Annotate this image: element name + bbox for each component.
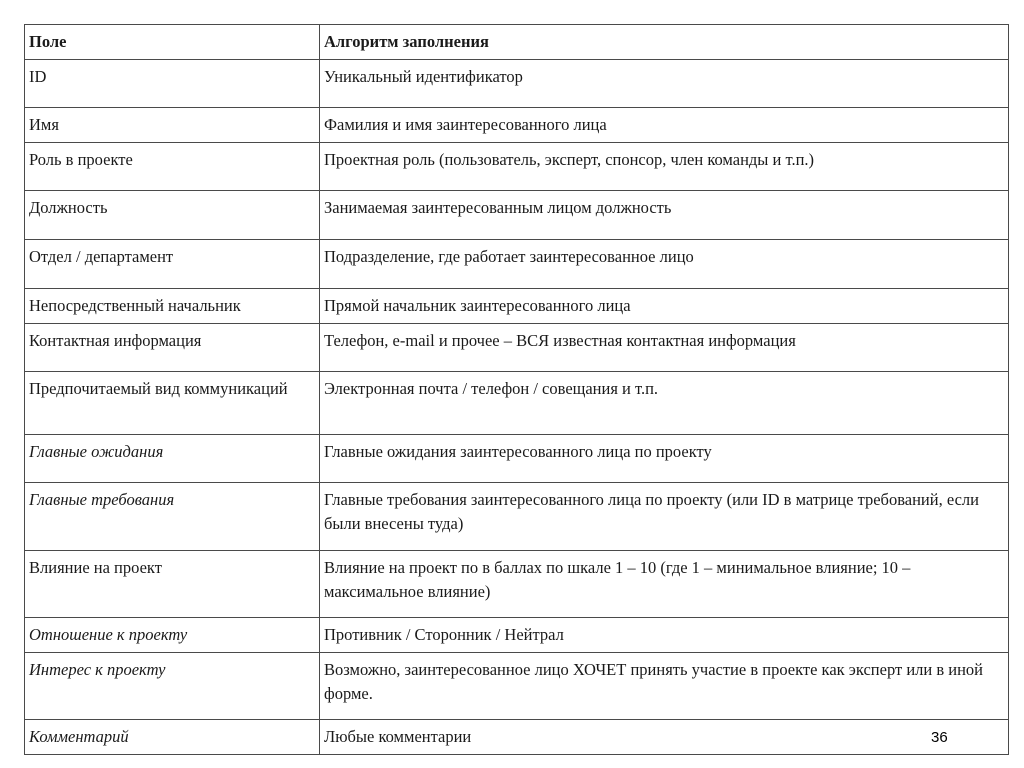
table-row	[25, 143, 1009, 191]
field-cell: Должность	[25, 191, 320, 240]
page-number: 36	[931, 729, 948, 746]
algorithm-cell: Проектная роль (пользователь, эксперт, спонсор, член команды и т.п.)	[320, 143, 1009, 191]
header-algorithm: Алгоритм заполнения	[320, 25, 1009, 60]
table-row	[25, 551, 1009, 618]
table-row	[25, 618, 1009, 653]
table-row	[25, 289, 1009, 324]
algorithm-cell: Телефон, e-mail и прочее – ВСЯ известная контактная информация	[320, 324, 1009, 372]
field-cell: Главные ожидания	[25, 435, 320, 483]
table-row	[25, 653, 1009, 720]
field-cell: ID	[25, 60, 320, 108]
table-row	[25, 435, 1009, 483]
field-cell: Главные требования	[25, 483, 320, 551]
header-field: Поле	[25, 25, 320, 60]
table-row	[25, 483, 1009, 551]
algorithm-cell: Уникальный идентификатор	[320, 60, 1009, 108]
field-cell: Комментарий	[25, 720, 320, 755]
table-row	[25, 240, 1009, 289]
field-cell: Влияние на проект	[25, 551, 320, 618]
table-row	[25, 108, 1009, 143]
field-cell: Роль в проекте	[25, 143, 320, 191]
algorithm-cell: Занимаемая заинтересованным лицом должность	[320, 191, 1009, 240]
field-cell: Отношение к проекту	[25, 618, 320, 653]
table-row	[25, 720, 1009, 755]
algorithm-cell: Любые комментарии	[320, 720, 1009, 755]
algorithm-cell: Главные ожидания заинтересованного лица по проекту	[320, 435, 1009, 483]
table-row	[25, 60, 1009, 108]
table-header-row	[25, 25, 1009, 60]
algorithm-cell: Фамилия и имя заинтересованного лица	[320, 108, 1009, 143]
algorithm-cell: Противник / Сторонник / Нейтрал	[320, 618, 1009, 653]
field-cell: Отдел / департамент	[25, 240, 320, 289]
algorithm-cell: Электронная почта / телефон / совещания и т.п.	[320, 372, 1009, 435]
field-cell: Имя	[25, 108, 320, 143]
field-cell: Предпочитаемый вид коммуникаций	[25, 372, 320, 435]
table-row	[25, 191, 1009, 240]
field-cell: Интерес к проекту	[25, 653, 320, 720]
stakeholder-fields-table	[24, 24, 1009, 755]
table-row	[25, 372, 1009, 435]
algorithm-cell: Прямой начальник заинтересованного лица	[320, 289, 1009, 324]
algorithm-cell: Влияние на проект по в баллах по шкале 1 – 10 (где 1 – минимальное влияние; 10 – максимальное влияние)	[320, 551, 1009, 618]
algorithm-cell: Возможно, заинтересованное лицо ХОЧЕТ принять участие в проекте как эксперт или в иной форме.	[320, 653, 1009, 720]
table-row	[25, 324, 1009, 372]
algorithm-cell: Подразделение, где работает заинтересованное лицо	[320, 240, 1009, 289]
field-cell: Контактная информация	[25, 324, 320, 372]
algorithm-cell: Главные требования заинтересованного лица по проекту (или ID в матрице требований, если были внесены туда)	[320, 483, 1009, 551]
field-cell: Непосредственный начальник	[25, 289, 320, 324]
